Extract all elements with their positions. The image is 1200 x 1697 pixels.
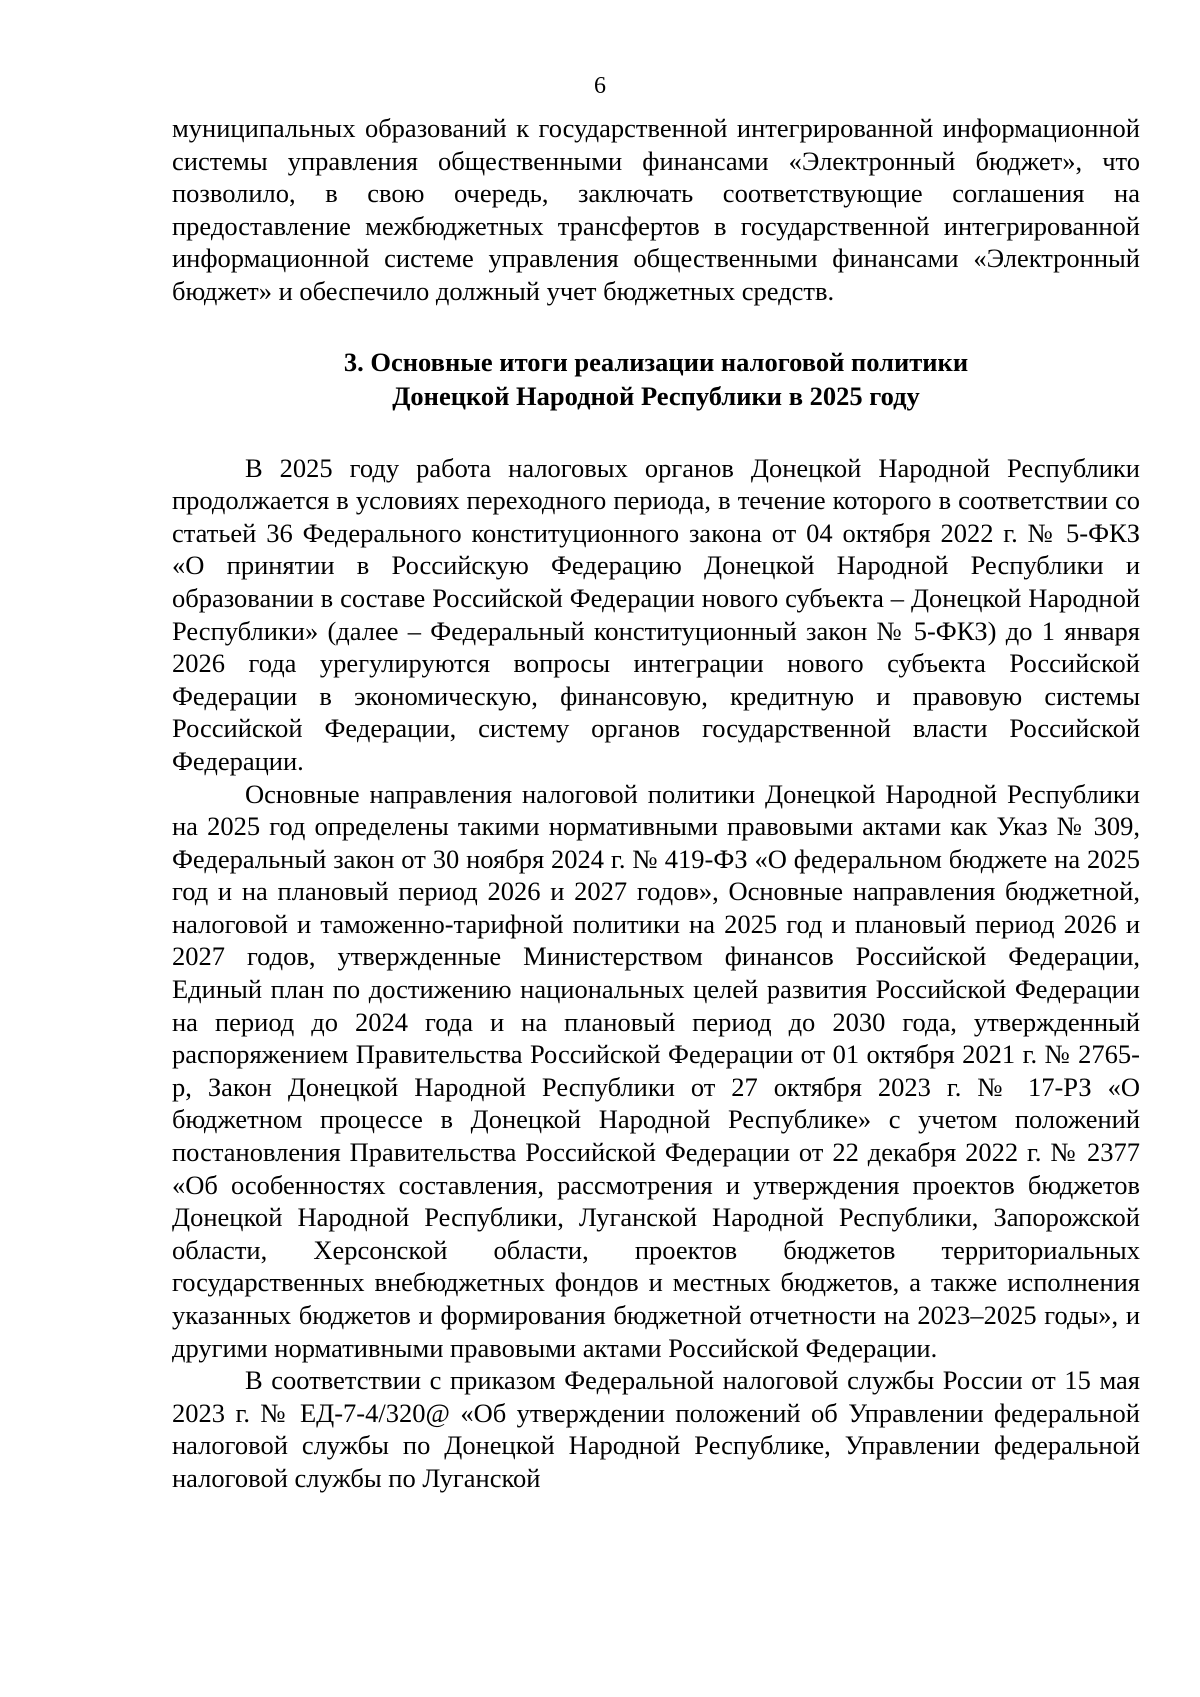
continuation-paragraph: муниципальных образований к государственной интегрированной информационной системы управления общественными финансами «Электронный бюджет», что позволило, в свою очередь, заключать соответствующие соглашения на предоставление межбюджетных трансфертов в государственной интегрированной информационной системе управления общественными финансами «Электронный бюджет» и обеспечило должный учет бюджетных средств.: [172, 113, 1140, 306]
section-heading: [172, 345, 1140, 413]
page-number: 6: [594, 73, 606, 99]
paragraph-tax-policy-directions: Основные направления налоговой политики Донецкой Народной Республики на 2025 год определены такими нормативными правовыми актами как Указ № 309, Федеральный закон от 30 ноября 2024 г. № 419-ФЗ «О федеральном бюджете на 2025 год и на плановый период 2026 и 2027 годов», Основные направления бюджетной, налоговой и таможенно-тарифной политики на 2025 год и плановый период 2026 и 2027 годов, утвержденные Министерством финансов Российской Федерации, Единый план по достижению национальных целей развития Российской Федерации на период до 2024 года и на плановый период до 2030 года, утвержденный распоряжением Правительства Российской Федерации от 01 октября 2021 г. № 2765-р, Закон Донецкой Народной Республики от 27 октября 2023 г. № 17-РЗ «О бюджетном процессе в Донецкой Народной Республике» с учетом положений постановления Правительства Российской Федерации от 22 декабря 2022 г. № 2377 «Об особенностях составления, рассмотрения и утверждения проектов бюджетов Донецкой Народной Республики, Луганской Народной Республики, Запорожской области, Херсонской области, проектов бюджетов территориальных государственных внебюджетных фондов и местных бюджетов, а также исполнения указанных бюджетов и формирования бюджетной отчетности на 2023–2025 годы», и другими нормативными правовыми актами Российской Федерации.: [172, 778, 1140, 1363]
paragraph-tax-authorities: В 2025 году работа налоговых органов Донецкой Народной Республики продолжается в условиях переходного периода, в течение которого в соответствии со статьей 36 Федерального конституционного закона от 04 октября 2022 г. № 5-ФКЗ «О принятии в Российскую Федерацию Донецкой Народной Республики и образовании в составе Российской Федерации нового субъекта – Донецкой Народной Республики» (далее – Федеральный конституционный закон № 5-ФКЗ) до 1 января 2026 года урегулируются вопросы интеграции нового субъекта Российской Федерации в экономическую, финансовую, кредитную и правовую системы Российской Федерации, систему органов государственной власти Российской Федерации.: [172, 452, 1140, 776]
page-content: [172, 112, 1140, 1495]
section-heading-line-1: 3. Основные итоги реализации налоговой политики: [343, 346, 969, 377]
section-heading-line-2: Донецкой Народной Республики в 2025 году: [392, 380, 920, 411]
paragraph-fns-order: В соответствии с приказом Федеральной налоговой службы России от 15 мая 2023 г. № ЕД-7-4/320@ «Об утверждении положений об Управлении федеральной налоговой службы по Донецкой Народной Республике, Управлении федеральной налоговой службы по Луганской: [172, 1365, 1140, 1493]
